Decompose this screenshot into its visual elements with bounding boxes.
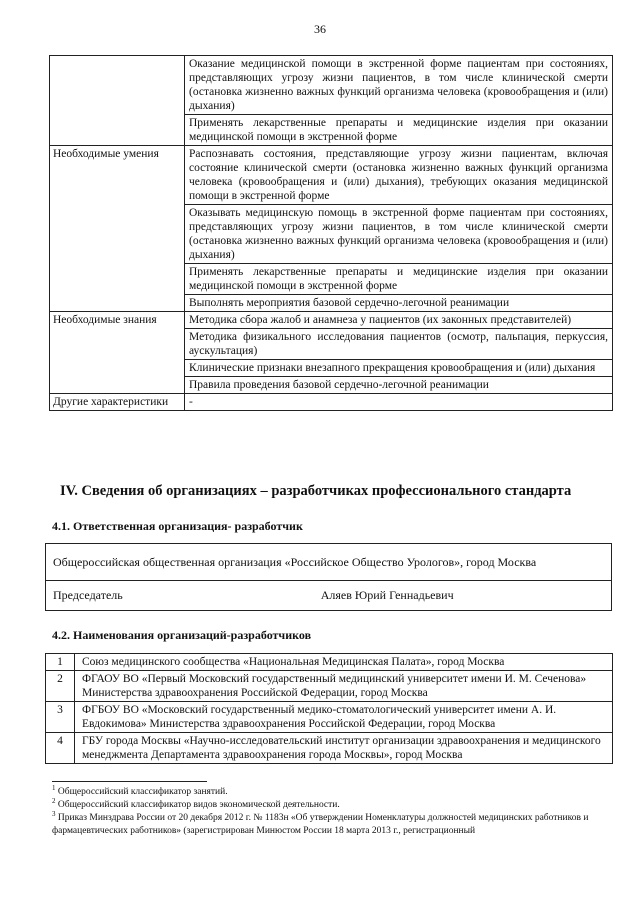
footnote-separator [52,781,207,782]
footnote [52,799,612,812]
head-position: Председатель [53,588,123,602]
developer-number: 3 [46,702,75,733]
table-row [46,702,613,733]
skills-item: Распознавать состояния, представляющие угрозу жизни пациентам, включая состояние клинической смерти (остановка жизненно важных функций организма человека (кровообращения и (или) дыхания), требующих оказания медицинской помощи в экстренной форме [185,146,613,205]
skills-item: Правила проведения базовой сердечно-легочной реанимации [185,377,613,394]
developer-name: ГБУ города Москвы «Научно-исследовательский институт организации здравоохранения и медицинского менеджмента Департамента здравоохранения города Москвы», город Москва [75,733,613,764]
table-row [46,544,612,581]
skills-item: Оказание медицинской помощи в экстренной форме пациентам при состояниях, представляющих угрозу жизни пациентов, в том числе клинической смерти (остановка жизненно важных функций организма человека (кровообращения и (или) дыхания) [185,56,613,115]
skills-row-label: Необходимые умения [50,146,185,312]
footnote [52,786,612,799]
skills-item: Клинические признаки внезапного прекращения кровообращения и (или) дыхания [185,360,613,377]
table-row [50,394,613,411]
responsible-org-head-cell [46,581,612,611]
footnotes [52,786,612,838]
footnote-mark: 1 [52,784,56,792]
table-row [50,56,613,115]
table-row [46,671,613,702]
developers-table [45,653,613,764]
table-row [50,312,613,329]
developer-number: 2 [46,671,75,702]
skills-row-label [50,56,185,146]
footnote [52,812,612,838]
footnote-text: Приказ Минздрава России от 20 декабря 2012 г. № 1183н «Об утверждении Номенклатуры должностей медицинских работников и фармацевтических работников» (зарегистрирован Минюстом России 18 марта 2013 г., регистрационный [52,813,589,836]
table-row [46,733,613,764]
developer-name: ФГАОУ ВО «Первый Московский государственный медицинский университет имени И. М. Сеченова» Министерства здравоохранения Российской Федерации, город Москва [75,671,613,702]
skills-row-label: Необходимые знания [50,312,185,394]
skills-item: - [185,394,613,411]
footnote-text: Общероссийский классификатор видов экономической деятельности. [57,800,340,810]
skills-item: Методика сбора жалоб и анамнеза у пациентов (их законных представителей) [185,312,613,329]
skills-item: Применять лекарственные препараты и медицинские изделия при оказании медицинской помощи в экстренной форме [185,264,613,295]
table-row [46,654,613,671]
footnote-text: Общероссийский классификатор занятий. [57,787,228,797]
developer-name: ФГБОУ ВО «Московский государственный медико-стоматологический университет имени А. И. Евдокимова» Министерства здравоохранения Российской Федерации, город Москва [75,702,613,733]
skills-item: Применять лекарственные препараты и медицинские изделия при оказании медицинской помощи в экстренной форме [185,115,613,146]
developer-name: Союз медицинского сообщества «Национальная Медицинская Палата», город Москва [75,654,613,671]
footnote-mark: 3 [52,810,56,818]
table-row [46,581,612,611]
skills-item: Выполнять мероприятия базовой сердечно-легочной реанимации [185,295,613,312]
subsection-title-responsible: 4.1. Ответственная организация- разработчик [52,519,303,533]
skills-item: Методика физикального исследования пациентов (осмотр, пальпация, перкуссия, аускультация) [185,329,613,360]
responsible-org-name: Общероссийская общественная организация «Российское Общество Урологов», город Москва [46,544,612,581]
footnote-mark: 2 [52,797,56,805]
page-number: 36 [314,22,326,36]
table-row [50,146,613,205]
developer-number: 4 [46,733,75,764]
skills-item: Оказывать медицинскую помощь в экстренной форме пациентам при состояниях, представляющих угрозу жизни пациентов, в том числе клинической смерти (остановка жизненно важных функций организма человека (кровообращения и (или) дыхания) [185,205,613,264]
developer-number: 1 [46,654,75,671]
subsection-title-developers: 4.2. Наименования организаций-разработчиков [52,628,312,642]
section-title: IV. Сведения об организациях – разработчиках профессионального стандарта [60,483,572,499]
head-name: Аляев Юрий Геннадьевич [320,588,454,602]
skills-row-label: Другие характеристики [50,394,185,411]
skills-table [49,55,613,411]
responsible-org-table [45,543,612,611]
